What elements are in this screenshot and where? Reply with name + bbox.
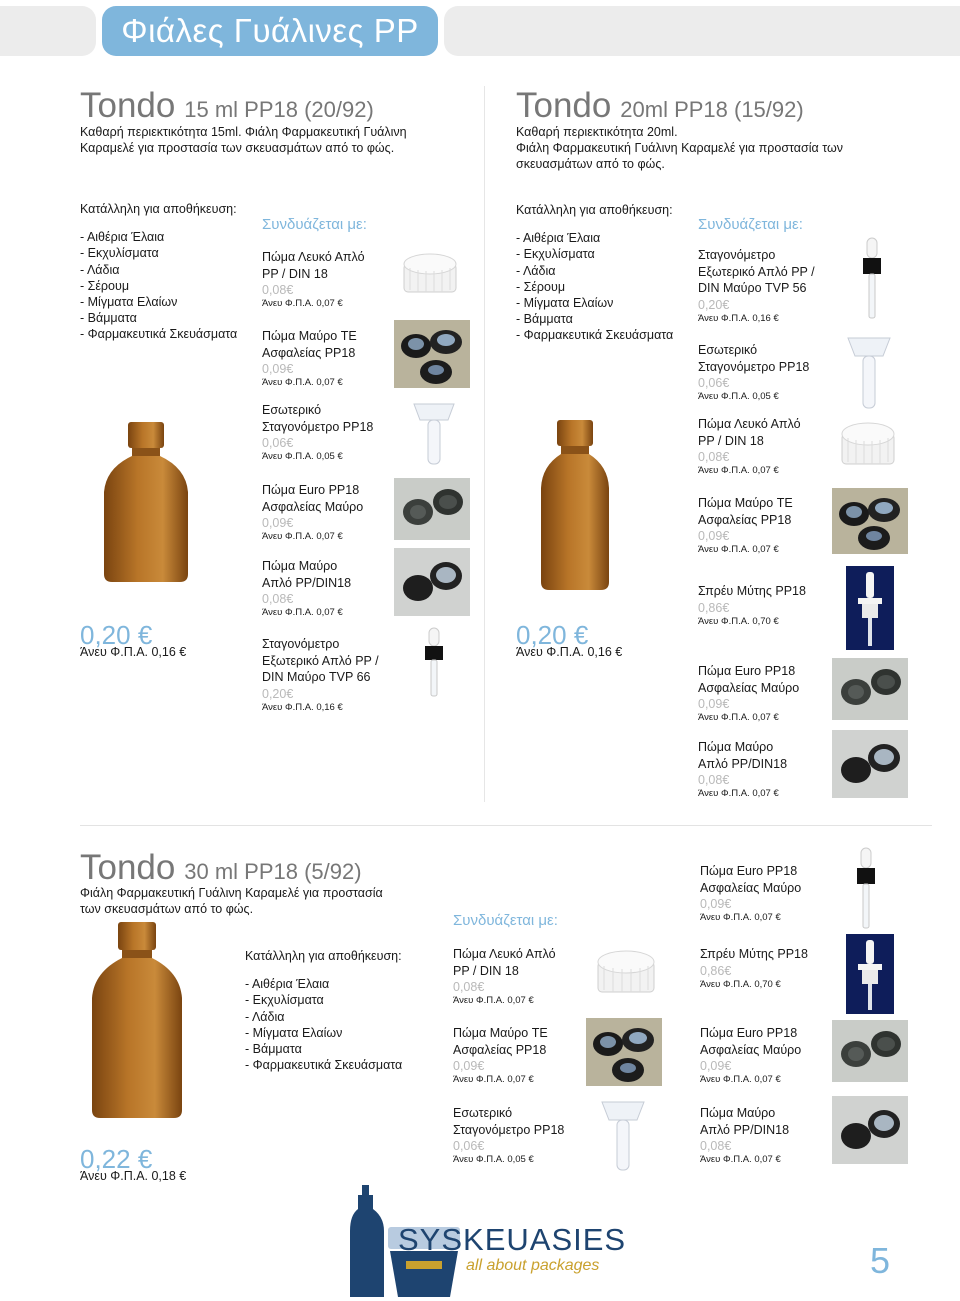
inner-dropper-icon [600,1098,646,1174]
black-te-cap-icon [832,488,908,554]
white-cap-icon [838,418,898,468]
column-divider [484,86,485,802]
nasal-spray-icon [846,934,894,1014]
bottle-price: 0,22 € [80,1144,153,1174]
accessory-item: Πώμα Μαύρο TE Ασφαλείας PP18 0,09€ Άνευ Φ.Π.Α. 0,07 € [698,496,793,555]
brand-tagline: all about packages [466,1257,600,1274]
combo-heading: Συνδυάζεται με: [698,216,803,233]
black-te-cap-icon [394,320,470,388]
bottle-price-vat: Άνευ Φ.Π.Α. 0,16 € [516,645,623,659]
accessory-item: Εσωτερικό Σταγονόμετρο PP18 0,06€ Άνευ Φ.Π.Α. 0,05 € [453,1106,565,1165]
accessory-item: Πώμα Euro PP18 Ασφαλείας Μαύρο 0,09€ Άνευ Φ.Π.Α. 0,07 € [262,483,364,542]
accessory-item: Πώμα Λευκό Απλό PP / DIN 18 0,08€ Άνευ Φ.Π.Α. 0,07 € [262,250,365,309]
amber-bottle-icon [98,420,194,584]
accessory-item: Πώμα Μαύρο Απλό PP/DIN18 0,08€ Άνευ Φ.Π.Α. 0,07 € [698,740,788,799]
inner-dropper-icon [412,400,456,472]
accessory-item: Σπρέυ Μύτης PP18 0,86€ Άνευ Φ.Π.Α. 0,70 € [698,584,806,627]
section-divider [80,825,932,826]
amber-bottle-icon [88,920,186,1120]
accessory-item: Πώμα Euro PP18 Ασφαλείας Μαύρο 0,09€ Άνευ Φ.Π.Α. 0,07 € [700,864,802,923]
accessory-item: Σταγονόμετρο Εξωτερικό Απλό PP / DIN Μαύρο TVP 66 0,20€ Άνευ Φ.Π.Α. 0,16 € [262,637,379,713]
product-description: Φιάλη Φαρμακευτική Γυάλινη Καραμελέ για προστασία των σκευασμάτων από το φώς. [80,886,383,916]
accessory-item: Πώμα Μαύρο Απλό PP/DIN18 0,08€ Άνευ Φ.Π.Α. 0,07 € [700,1106,790,1165]
accessory-item: Πώμα Μαύρο Απλό PP/DIN18 0,08€ Άνευ Φ.Π.Α. 0,07 € [262,559,352,618]
black-cap-icon [394,548,470,616]
external-dropper-icon [420,626,448,698]
product-title: Tondo 20ml PP18 (15/92) [516,86,804,125]
product-description: Καθαρή περιεκτικότητα 20ml. Φιάλη Φαρμακευτική Γυάλινη Καραμελέ για προστασία των σκευασμάτων από το φώς. [516,125,843,171]
combo-heading: Συνδυάζεται με: [262,216,367,233]
bottle-price: 0,20 € [516,620,589,650]
product-title: Tondo 30 ml PP18 (5/92) [80,848,362,887]
accessory-item: Πώμα Λευκό Απλό PP / DIN 18 0,08€ Άνευ Φ.Π.Α. 0,07 € [453,947,556,1006]
external-dropper-icon [858,236,886,322]
bottle-price-vat: Άνευ Φ.Π.Α. 0,16 € [80,645,187,659]
bottle-price: 0,20 € [80,620,153,650]
header-bar-right [444,6,960,56]
accessory-item: Πώμα Euro PP18 Ασφαλείας Μαύρο 0,09€ Άνευ Φ.Π.Α. 0,07 € [700,1026,802,1085]
combo-heading: Συνδυάζεται με: [453,912,558,929]
usage-list: Κατάλληλη για αποθήκευση: - Αιθέρια Έλαια - Εκχυλίσματα - Λάδια - Σέρουμ - Μίγματα Ελαίων - Βάμματα - Φαρμακευτικά Σκευάσματα [516,203,674,343]
nasal-spray-icon [846,566,894,650]
accessory-item: Εσωτερικό Σταγονόμετρο PP18 0,06€ Άνευ Φ.Π.Α. 0,05 € [262,403,374,462]
accessory-item: Σταγονόμετρο Εξωτερικό Απλό PP / DIN Μαύρο TVP 56 0,20€ Άνευ Φ.Π.Α. 0,16 € [698,248,815,324]
product-description: Καθαρή περιεκτικότητα 15ml. Φιάλη Φαρμακευτική Γυάλινη Καραμελέ για προστασία των σκευασμάτων από το φώς. [80,125,407,155]
black-cap-icon [832,1096,908,1164]
white-cap-icon [400,250,460,296]
page-number: 5 [869,1240,890,1281]
bottle-price-vat: Άνευ Φ.Π.Α. 0,18 € [80,1169,187,1183]
accessory-item: Πώμα Λευκό Απλό PP / DIN 18 0,08€ Άνευ Φ.Π.Α. 0,07 € [698,417,801,476]
usage-list: Κατάλληλη για αποθήκευση: - Αιθέρια Έλαια - Εκχυλίσματα - Λάδια - Σέρουμ - Μίγματα Ελαίων - Βάμματα - Φαρμακευτικά Σκευάσματα [80,202,238,342]
accessory-item: Εσωτερικό Σταγονόμετρο PP18 0,06€ Άνευ Φ.Π.Α. 0,05 € [698,343,810,402]
euro-cap-icon [394,478,470,540]
accessory-item: Πώμα Μαύρο TE Ασφαλείας PP18 0,09€ Άνευ Φ.Π.Α. 0,07 € [453,1026,548,1085]
euro-cap-icon [832,1020,908,1082]
section-title: Φιάλες Γυάλινες PP [102,6,438,56]
black-te-cap-icon [586,1018,662,1086]
black-cap-icon [832,730,908,798]
header-bar-left [0,6,96,56]
usage-list: Κατάλληλη για αποθήκευση: - Αιθέρια Έλαια - Εκχυλίσματα - Λάδια - Μίγματα Ελαίων - Βάμματα - Φαρμακευτικά Σκευάσματα [245,949,403,1073]
brand-name: SYSKEUASIES [398,1222,627,1257]
accessory-item: Σπρέυ Μύτης PP18 0,86€ Άνευ Φ.Π.Α. 0,70 € [700,947,808,990]
external-dropper-icon [852,846,880,932]
white-cap-icon [594,946,658,996]
inner-dropper-icon [846,334,892,412]
euro-cap-icon [832,658,908,720]
accessory-item: Πώμα Euro PP18 Ασφαλείας Μαύρο 0,09€ Άνευ Φ.Π.Α. 0,07 € [698,664,800,723]
accessory-item: Πώμα Μαύρο TE Ασφαλείας PP18 0,09€ Άνευ Φ.Π.Α. 0,07 € [262,329,357,388]
product-title: Tondo 15 ml PP18 (20/92) [80,86,374,125]
amber-bottle-icon [538,418,612,592]
